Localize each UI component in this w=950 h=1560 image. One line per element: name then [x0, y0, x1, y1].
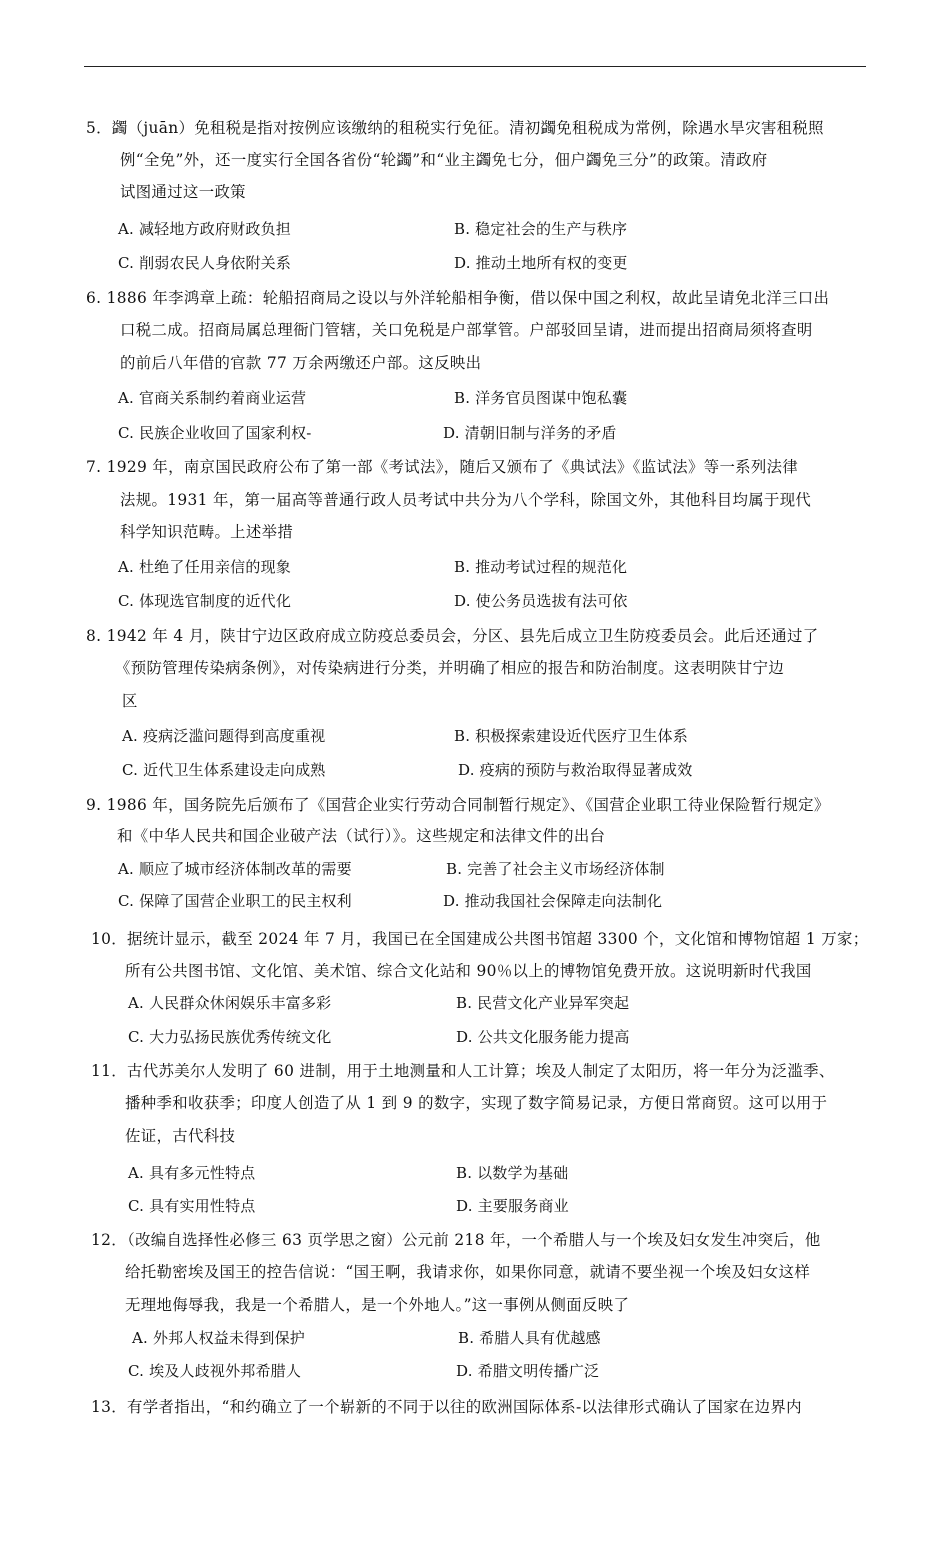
q7-option-a: A. 杜绝了任用亲信的现象 — [118, 558, 291, 576]
q9-option-b: B. 完善了社会主义市场经济体制 — [446, 860, 665, 878]
q12-option-a: A. 外邦人权益未得到保护 — [132, 1329, 305, 1347]
q7-option-d: D. 使公务员选拔有法可依 — [454, 592, 628, 610]
q5-stem-line-3: 试图通过这一政策 — [120, 183, 246, 201]
q9-option-a: A. 顺应了城市经济体制改革的需要 — [118, 860, 352, 878]
q8-option-b: B. 积极探索建设近代医疗卫生体系 — [454, 727, 688, 745]
q5-option-b: B. 稳定社会的生产与秩序 — [454, 220, 628, 238]
q12-option-c: C. 埃及人歧视外邦希腊人 — [128, 1362, 302, 1380]
q6-stem-line-3: 的前后八年借的官款 77 万余两缴还户部。这反映出 — [120, 354, 482, 372]
q10-option-b: B. 民营文化产业异军突起 — [456, 994, 630, 1012]
q5-stem-line-1: 5．蠲（juān）免租税是指对按例应该缴纳的租税实行免征。清初蠲免租税成为常例，除遇水旱灾害租税照 — [86, 119, 824, 137]
q8-stem-line-2: 《预防管理传染病条例》，对传染病进行分类，并明确了相应的报告和防治制度。这表明陕甘宁边 — [115, 659, 785, 677]
q11-option-c: C. 具有实用性特点 — [128, 1197, 256, 1215]
q13-stem-line-1: 13．有学者指出，“和约确立了一个崭新的不同于以往的欧洲国际体系-以法律形式确认了国家在边界内 — [91, 1398, 802, 1416]
q5-option-d: D. 推动土地所有权的变更 — [454, 254, 628, 272]
q10-option-a: A. 人民群众休闲娱乐丰富多彩 — [128, 994, 332, 1012]
q11-option-b: B. 以数学为基础 — [456, 1164, 569, 1182]
q7-stem-line-2: 法规。1931 年，第一届高等普通行政人员考试中共分为八个学科，除国文外，其他科目均属于现代 — [120, 491, 812, 509]
q6-stem-line-1: 6. 1886 年李鸿章上疏：轮船招商局之设以与外洋轮船相争衡，借以保中国之利权，故此呈请免北洋三口出 — [86, 289, 830, 307]
q11-option-a: A. 具有多元性特点 — [128, 1164, 256, 1182]
header-rule — [84, 66, 866, 67]
q10-stem-line-1: 10．据统计显示，截至 2024 年 7 月，我国已在全国建成公共图书馆超 3300 个，文化馆和博物馆超 1 万家； — [91, 930, 869, 948]
q8-option-a: A. 疫病泛滥问题得到高度重视 — [122, 727, 326, 745]
q7-option-b: B. 推动考试过程的规范化 — [454, 558, 628, 576]
q5-option-a: A. 减轻地方政府财政负担 — [118, 220, 291, 238]
q6-option-a: A. 官商关系制约着商业运营 — [118, 389, 307, 407]
q9-stem-line-2: 和《中华人民共和国企业破产法（试行）》。这些规定和法律文件的出台 — [117, 827, 606, 845]
q10-option-c: C. 大力弘扬民族优秀传统文化 — [128, 1028, 332, 1046]
q11-stem-line-2: 播种季和收获季；印度人创造了从 1 到 9 的数字，实现了数字简易记录，方便日常商贸。这可以用于 — [125, 1094, 828, 1112]
q11-option-d: D. 主要服务商业 — [456, 1197, 569, 1215]
q5-stem-line-2: 例“全免”外，还一度实行全国各省份“轮蠲”和“业主蠲免七分，佃户蠲免三分”的政策。清政府 — [120, 151, 768, 169]
q8-option-c: C. 近代卫生体系建设走向成熟 — [122, 761, 326, 779]
q7-option-c: C. 体现选官制度的近代化 — [118, 592, 292, 610]
q6-option-b: B. 洋务官员图谋中饱私囊 — [454, 389, 628, 407]
q10-stem-line-2: 所有公共图书馆、文化馆、美术馆、综合文化站和 90％以上的博物馆免费开放。这说明新时代我国 — [125, 962, 812, 980]
q12-option-b: B. 希腊人具有优越感 — [458, 1329, 601, 1347]
q12-stem-line-1: 12．（改编自选择性必修三 63 页学思之窗）公元前 218 年，一个希腊人与一个埃及妇女发生冲突后，他 — [91, 1231, 821, 1249]
q12-stem-line-2: 给托勒密埃及国王的控告信说：“国王啊，我请求你，如果你同意，就请不要坐视一个埃及妇女这样 — [125, 1263, 811, 1281]
q8-stem-line-3: 区 — [122, 692, 138, 710]
q8-stem-line-1: 8. 1942 年 4 月，陕甘宁边区政府成立防疫总委员会，分区、县先后成立卫生防疫委员会。此后还通过了 — [86, 627, 819, 645]
q8-option-d: D. 疫病的预防与救治取得显著成效 — [458, 761, 693, 779]
q9-stem-line-1: 9. 1986 年，国务院先后颁布了《国营企业实行劳动合同制暂行规定》、《国营企业职工待业保险暂行规定》 — [86, 796, 830, 814]
q6-option-c: C. 民族企业收回了国家利权- — [118, 424, 312, 442]
q11-stem-line-1: 11．古代苏美尔人发明了 60 进制，用于土地测量和人工计算；埃及人制定了太阳历，将一年分为泛滥季、 — [91, 1062, 835, 1080]
q5-option-c: C. 削弱农民人身依附关系 — [118, 254, 292, 272]
q12-option-d: D. 希腊文明传播广泛 — [456, 1362, 600, 1380]
q6-option-d: D. 清朝旧制与洋务的矛盾 — [443, 424, 617, 442]
q12-stem-line-3: 无理地侮辱我，我是一个希腊人，是一个外地人。”这一事例从侧面反映了 — [125, 1296, 630, 1314]
q11-stem-line-3: 佐证，古代科技 — [125, 1127, 236, 1145]
q10-option-d: D. 公共文化服务能力提高 — [456, 1028, 630, 1046]
q7-stem-line-3: 科学知识范畴。上述举措 — [120, 523, 294, 541]
q9-option-d: D. 推动我国社会保障走向法制化 — [443, 892, 663, 910]
q9-option-c: C. 保障了国营企业职工的民主权利 — [118, 892, 352, 910]
q6-stem-line-2: 口税二成。招商局属总理衙门管辖，关口免税是户部掌管。户部驳回呈请，进而提出招商局须将查明 — [120, 321, 813, 339]
q7-stem-line-1: 7. 1929 年，南京国民政府公布了第一部《考试法》，随后又颁布了《典试法》《监试法》等一系列法律 — [86, 458, 799, 476]
